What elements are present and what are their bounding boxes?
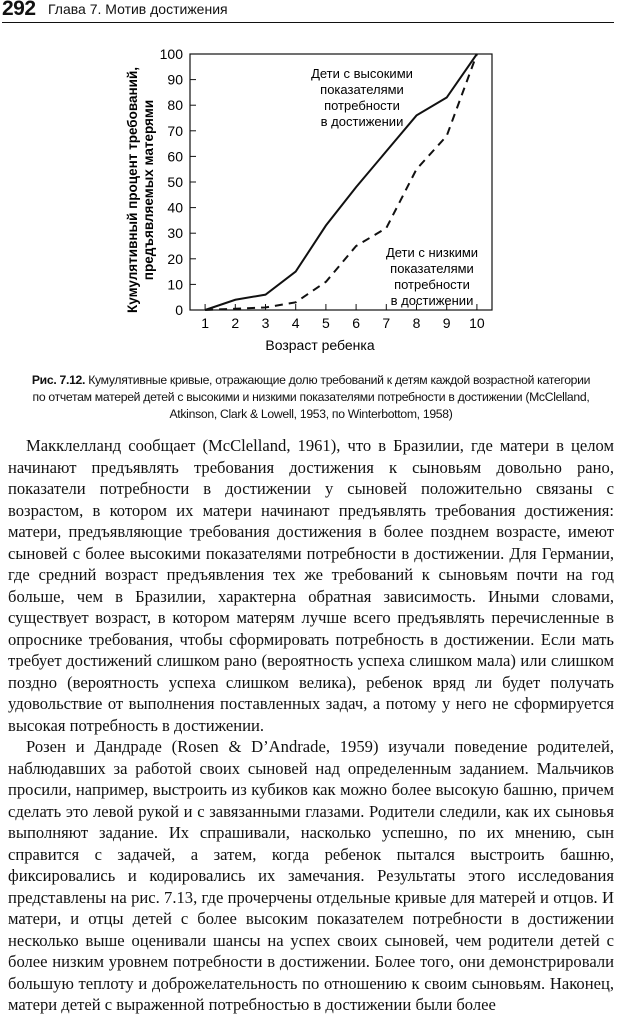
x-tick-label: 2 [231, 315, 240, 331]
paragraph: Макклелланд сообщает (McClelland, 1961), что в Бразилии, где матери в целом начинают предъявлять требования достижения к сыновьям довольно рано, показатели потребности в достижении у сыновей положительно связаны с возрастом, в котором их матери начинают предъявлять требования достижения: матери, предъявляющие требования достижения в более позднем возрасте, имеют сыновей с более высокими показателями потребности в достижении. Для Германии, где средний возраст предъявления тех же требований к сыновьям почти на год больше, чем в Бразилии, характерна обратная зависимость. Иными словами, существует возраст, в котором матерям лучше всего предъявлять перечисленные в опроснике требования, чтобы сформировать потребность в достижении. Если мать требует достижений слишком рано (вероятность успеха слишком мала) или слишком поздно (вероятность успеха слишком велика), ребенок вряд ли будет получать удовольствие от выполнения поставленных задач, а потому у него не сформируется высокая потребность в достижении. [8, 436, 614, 735]
series-label-line: Дети с низкими [385, 245, 479, 260]
y-tick-label: 60 [167, 148, 183, 165]
x-tick-label: 1 [201, 315, 209, 331]
y-tick-label: 80 [167, 97, 183, 114]
y-tick-label: 20 [167, 250, 183, 267]
figure-caption-text: Кумулятивные кривые, отражающие долю требований к детям каждой возрастной категории по отчетам матерей детей с высокими и низкими показателями потребности в достижении (McClelland, Atkinson, Clark & Lowell, 1953, по Winterbottom, 1958) [32, 373, 591, 421]
series-label-line: показателями [390, 261, 474, 276]
high-achievement-label [311, 66, 413, 129]
y-tick-label: 50 [167, 174, 183, 190]
low-achievement-label [386, 245, 478, 308]
cumulative-demands-chart [0, 30, 620, 370]
x-tick-label: 3 [261, 315, 270, 331]
x-axis-ticks [201, 304, 485, 331]
x-tick-label: 7 [382, 315, 391, 331]
figure-label: Рис. 7.12. [31, 373, 86, 387]
paragraph: Розен и Дандраде (Rosen & D’Andrade, 1959) изучали поведение родителей, наблюдавших за работой своих сыновей над определенным заданием. Мальчиков просили, например, выстроить из кубиков как можно более высокую башню, причем сделать это левой рукой и с завязанными глазами. Родители следили, как их сыновья выполняют задание. Их спрашивали, насколько успешно, по их мнению, сын справится с задачей, а затем, когда ребенок пытался выстроить башню, фиксировались и кодировались их замечания. Результаты этого исследования представлены на рис. 7.13, где прочерчены отдельные кривые для матерей и отцов. И матери, и отцы детей с более высоким показателем потребности в достижении несколько выше оценивали шансы на успех своих сыновей, чем родители детей с более низким уровнем потребности в достижении. Более того, они демонстрировали большую теплоту и доброжелательность по отношению к своим сыновьям. Наконец, матери детей с выраженной потребностью в достижении были более [8, 737, 614, 1014]
x-tick-label: 8 [412, 315, 421, 331]
series-label-line: Дети с высокими [311, 66, 413, 81]
page-number: 292 [2, 0, 36, 20]
x-tick-label: 4 [291, 315, 300, 331]
y-axis-label [125, 67, 156, 313]
series-label-line: потребности [394, 277, 470, 292]
y-axis-label-line1: Кумулятивный процент требований, [125, 67, 140, 313]
y-axis-label-line2: предъявляемых матерями [141, 99, 156, 281]
x-tick-label: 10 [469, 315, 485, 331]
x-tick-label: 5 [322, 315, 330, 331]
x-tick-label: 6 [352, 315, 360, 331]
figure-caption [28, 372, 594, 423]
running-header [2, 0, 614, 23]
series-label-line: показателями [320, 82, 404, 97]
x-axis-label: Возраст ребенка [265, 337, 375, 353]
series-label-line: в достижении [390, 293, 474, 308]
y-tick-label: 40 [167, 199, 183, 216]
series-label-line: потребности [324, 98, 400, 113]
y-tick-label: 30 [167, 225, 183, 242]
y-tick-label: 100 [159, 46, 183, 62]
series-labels [311, 66, 478, 308]
y-tick-label: 90 [167, 71, 183, 88]
y-tick-label: 0 [175, 302, 183, 318]
x-tick-label: 9 [442, 315, 451, 331]
series-label-line: в достижении [320, 114, 404, 129]
body-text [8, 435, 614, 1016]
y-tick-label: 10 [167, 276, 183, 293]
chapter-title: Глава 7. Мотив достижения [48, 1, 228, 17]
y-tick-label: 70 [167, 122, 183, 139]
